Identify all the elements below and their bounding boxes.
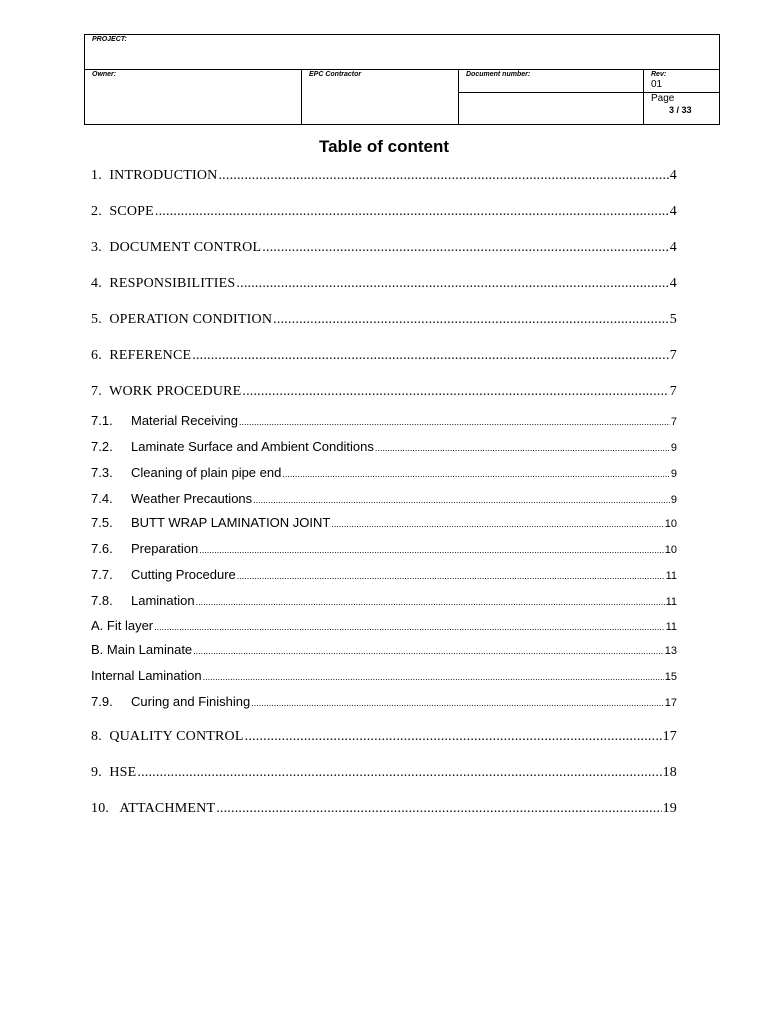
document-header-table [84,34,720,125]
document-number-label: Document number: [466,71,531,78]
toc-entry[interactable] [91,729,677,745]
toc-leader-dots [137,765,661,781]
toc-entry-number: 10. [91,801,110,816]
toc-entry-title: WORK PROCEDURE [109,384,242,399]
toc-subentry[interactable] [91,618,677,633]
toc-page-number: 7 [669,348,677,363]
toc-entry-number: 9. [91,765,102,780]
toc-leader-dots [155,204,669,220]
toc-entry-number: 3. [91,240,102,255]
toc-page-number: 15 [664,671,677,683]
toc-page-number: 5 [669,312,677,327]
toc-page-number: 11 [665,621,677,633]
toc-entry-label [91,240,261,256]
toc-entry-label [91,541,198,556]
toc-subentry[interactable] [91,491,677,506]
toc-entry-number: 6. [91,348,102,363]
toc-entry-number: 7.7. [91,567,113,582]
toc-entry-label [91,413,238,428]
toc-entry-title: Lamination [131,593,195,608]
toc-entry-label [91,439,374,454]
toc-leader-dots [193,642,664,657]
toc-entry-number: 7.3. [91,465,113,480]
toc-entry-number: 7.9. [91,694,113,709]
toc-subentry[interactable] [91,439,677,454]
toc-subentry[interactable] [91,593,677,608]
toc-entry[interactable] [91,384,677,400]
toc-entry[interactable] [91,204,677,220]
toc-entry-number: 7.1. [91,413,113,428]
toc-entry-title: BUTT WRAP LAMINATION JOINT [131,515,331,530]
project-label: PROJECT: [92,36,127,43]
toc-page-number: 13 [664,645,677,657]
toc-entry-label [91,384,241,400]
toc-entry[interactable] [91,348,677,364]
toc-page-number: 9 [670,468,677,480]
toc-page-number: 4 [669,276,677,291]
toc-entry[interactable] [91,765,677,781]
toc-leader-dots [199,541,664,556]
rev-value: 01 [651,79,663,90]
toc-entry-title: INTRODUCTION [109,168,218,183]
toc-entry-title: QUALITY CONTROL [109,729,244,744]
toc-subentry[interactable] [91,694,677,709]
toc-leader-dots [251,694,664,709]
toc-entry-title: Laminate Surface and Ambient Conditions [131,439,374,454]
toc-entry-number: 2. [91,204,102,219]
toc-entry-number: 8. [91,729,102,744]
toc-leader-dots [154,618,664,633]
toc-entry-number: 7. [91,384,102,399]
toc-entry-label [91,276,235,292]
toc-entry-title: Weather Precautions [131,491,253,506]
toc-subentry[interactable] [91,642,677,657]
toc-entry-number: 7.2. [91,439,113,454]
toc-entry-title: SCOPE [109,204,154,219]
toc-entry-label [91,348,191,364]
toc-page-number: 17 [662,729,677,744]
toc-entry-number: 7.6. [91,541,113,556]
toc-entry-number: 7.8. [91,593,113,608]
toc-entry-number: 1. [91,168,102,183]
toc-entry-title: Cleaning of plain pipe end [131,465,282,480]
toc-entry-title: HSE [109,765,137,780]
toc-page-number: 4 [669,204,677,219]
rev-label: Rev: [651,71,667,78]
toc-page-number: 4 [669,240,677,255]
toc-entry-title: Internal Lamination [91,668,202,683]
toc-entry-title: A. Fit layer [91,618,154,633]
toc-page-number: 17 [664,697,677,709]
toc-page-number: 9 [670,494,677,506]
toc-entry-label [91,765,136,781]
toc-entry[interactable] [91,312,677,328]
toc-entry-number: 4. [91,276,102,291]
toc-leader-dots [242,384,668,400]
toc-page-number: 11 [665,596,677,608]
header-divider [458,69,459,125]
toc-entry-label [91,515,330,530]
toc-entry-title: DOCUMENT CONTROL [109,240,262,255]
toc-leader-dots [245,729,662,745]
toc-page-number: 7 [669,384,677,399]
owner-label: Owner: [92,71,117,78]
toc-entry-title: Preparation [131,541,199,556]
header-divider [458,92,719,93]
toc-entry-label [91,312,272,328]
toc-entry[interactable] [91,801,677,817]
toc-entry[interactable] [91,168,677,184]
toc-entry-number: 7.4. [91,491,113,506]
toc-leader-dots [218,168,668,184]
toc-page-number: 7 [670,416,677,428]
toc-page-number: 10 [664,518,677,530]
toc-entry-title: ATTACHMENT [119,801,216,816]
toc-subentry[interactable] [91,515,677,530]
toc-entry-title: RESPONSIBILITIES [109,276,236,291]
page-title: Table of content [318,137,449,156]
toc-entry[interactable] [91,240,677,256]
toc-leader-dots [331,515,663,530]
toc-entry-label [91,618,153,633]
toc-page-number: 9 [670,442,677,454]
header-divider [301,69,302,125]
toc-page-number: 11 [665,570,677,582]
toc-subentry[interactable] [91,567,677,582]
header-divider [643,69,644,125]
toc-entry-label [91,668,202,683]
toc-entry-title: REFERENCE [109,348,192,363]
toc-entry-number: 7.5. [91,515,113,530]
toc-leader-dots [253,491,670,506]
toc-entry-label [91,465,281,480]
toc-leader-dots [237,567,665,582]
toc-subentry[interactable] [91,413,677,428]
toc-leader-dots [216,801,661,817]
toc-page-number: 19 [662,801,677,816]
toc-entry-label [91,491,252,506]
toc-page-number: 10 [664,544,677,556]
toc-entry-title: Material Receiving [131,413,238,428]
toc-entry-label [91,593,195,608]
toc-entry-label [91,729,244,745]
toc-leader-dots [239,413,670,428]
page-label: Page [651,93,675,104]
toc-entry-label [91,168,217,184]
toc-leader-dots [262,240,669,256]
toc-entry-title: Curing and Finishing [131,694,251,709]
toc-entry-title: OPERATION CONDITION [109,312,273,327]
toc-entry-label [91,694,250,709]
toc-subentry[interactable] [91,465,677,480]
toc-subentry[interactable] [91,668,677,683]
toc-entry-title: Cutting Procedure [131,567,236,582]
toc-subentry[interactable] [91,541,677,556]
toc-entry-label [91,567,236,582]
toc-page-number: 4 [669,168,677,183]
header-divider [85,69,719,70]
toc-leader-dots [196,593,665,608]
toc-leader-dots [236,276,668,292]
toc-leader-dots [282,465,670,480]
toc-entry[interactable] [91,276,677,292]
toc-entry-label [91,204,154,220]
toc-entry-title: B. Main Laminate [91,642,193,657]
toc-leader-dots [203,668,664,683]
toc-page-number: 18 [662,765,677,780]
toc-leader-dots [273,312,669,328]
epc-contractor-label: EPC Contractor [309,71,362,78]
toc-leader-dots [192,348,669,364]
toc-entry-label [91,801,215,817]
page-value: 3 / 33 [669,105,692,115]
toc-entry-label [91,642,192,657]
toc-leader-dots [375,439,670,454]
toc-entry-number: 5. [91,312,102,327]
